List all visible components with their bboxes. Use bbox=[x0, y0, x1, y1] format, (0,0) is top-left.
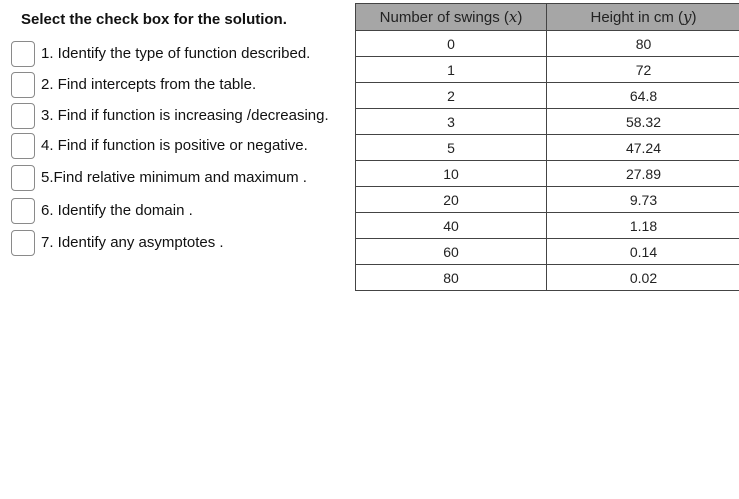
table-header-row bbox=[356, 4, 739, 31]
task-4-checkbox[interactable] bbox=[11, 133, 35, 159]
task-3-label: 3. Find if function is increasing /decreasing. bbox=[41, 107, 329, 124]
task-2-checkbox[interactable] bbox=[11, 72, 35, 98]
height-cell: 58.32 bbox=[547, 109, 739, 135]
task-7-checkbox[interactable] bbox=[11, 230, 35, 256]
swings-cell: 80 bbox=[356, 265, 547, 291]
task-1-label: 1. Identify the type of function described. bbox=[41, 45, 311, 62]
task-5[interactable] bbox=[11, 164, 307, 192]
task-6[interactable] bbox=[11, 197, 193, 225]
table-row bbox=[356, 265, 739, 291]
header-swings-close: ) bbox=[517, 9, 523, 26]
height-cell: 47.24 bbox=[547, 135, 739, 161]
table-row bbox=[356, 135, 739, 161]
height-cell: 80 bbox=[547, 31, 739, 57]
task-5-label: 5.Find relative minimum and maximum . bbox=[41, 169, 307, 186]
task-4[interactable] bbox=[11, 132, 308, 160]
height-cell: 27.89 bbox=[547, 161, 739, 187]
height-cell: 0.14 bbox=[547, 239, 739, 265]
table-row bbox=[356, 161, 739, 187]
header-swings-var: x bbox=[508, 8, 518, 26]
task-2[interactable] bbox=[11, 71, 256, 99]
task-4-label: 4. Find if function is positive or negative. bbox=[41, 137, 308, 154]
height-cell: 72 bbox=[547, 57, 739, 83]
task-6-label: 6. Identify the domain . bbox=[41, 202, 193, 219]
swings-cell: 40 bbox=[356, 213, 547, 239]
swings-cell: 20 bbox=[356, 187, 547, 213]
header-swings bbox=[356, 4, 547, 31]
table-row bbox=[356, 187, 739, 213]
task-1-checkbox[interactable] bbox=[11, 41, 35, 67]
instruction-heading: Select the check box for the solution. bbox=[21, 11, 287, 28]
task-3[interactable] bbox=[11, 102, 329, 130]
table-row bbox=[356, 83, 739, 109]
height-cell: 0.02 bbox=[547, 265, 739, 291]
task-3-checkbox[interactable] bbox=[11, 103, 35, 129]
table-row bbox=[356, 239, 739, 265]
task-5-checkbox[interactable] bbox=[11, 165, 35, 191]
swings-cell: 1 bbox=[356, 57, 547, 83]
swings-cell: 3 bbox=[356, 109, 547, 135]
task-7-label: 7. Identify any asymptotes . bbox=[41, 234, 224, 251]
height-cell: 9.73 bbox=[547, 187, 739, 213]
swings-height-table bbox=[355, 3, 739, 291]
height-cell: 64.8 bbox=[547, 83, 739, 109]
task-6-checkbox[interactable] bbox=[11, 198, 35, 224]
swings-cell: 0 bbox=[356, 31, 547, 57]
table-row bbox=[356, 31, 739, 57]
swings-cell: 5 bbox=[356, 135, 547, 161]
task-1[interactable] bbox=[11, 40, 310, 68]
header-swings-label: Number of swings ( bbox=[379, 9, 509, 26]
header-height-label: Height in cm ( bbox=[590, 9, 684, 26]
table-row bbox=[356, 213, 739, 239]
table-row bbox=[356, 57, 739, 83]
swings-cell: 2 bbox=[356, 83, 547, 109]
swings-cell: 60 bbox=[356, 239, 547, 265]
task-7[interactable] bbox=[11, 229, 224, 257]
height-cell: 1.18 bbox=[547, 213, 739, 239]
table-row bbox=[356, 109, 739, 135]
header-height-close: ) bbox=[691, 9, 697, 26]
header-height bbox=[547, 4, 739, 31]
header-height-var: y bbox=[683, 8, 692, 26]
swings-cell: 10 bbox=[356, 161, 547, 187]
task-2-label: 2. Find intercepts from the table. bbox=[41, 76, 257, 93]
